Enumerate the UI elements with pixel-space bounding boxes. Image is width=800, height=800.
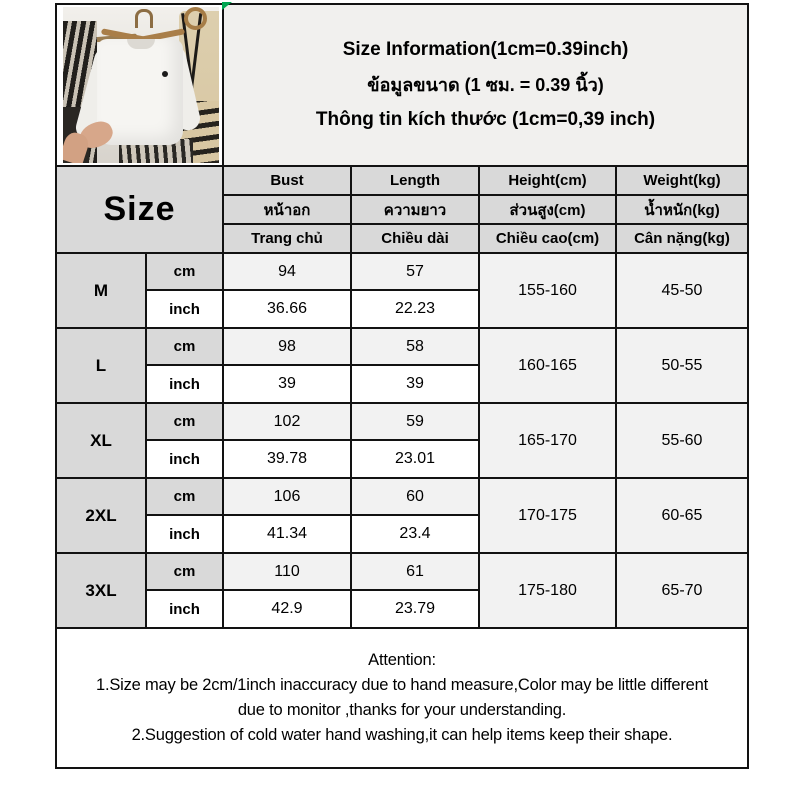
title-row [56, 4, 748, 166]
length-cm-value: 59 [351, 403, 479, 440]
col-header-length-en: Length [351, 166, 479, 195]
title-cell [223, 4, 748, 166]
product-photo [63, 7, 219, 163]
header-row-english [56, 166, 748, 195]
photo-hanger-hook [135, 9, 153, 28]
bust-cm-value: 94 [223, 253, 351, 290]
length-inch-value: 22.23 [351, 290, 479, 328]
title-thai: ข้อมูลขนาด (1 ซม. = 0.39 นิ้ว) [367, 75, 604, 95]
bust-cm-value: 106 [223, 478, 351, 515]
height-range-value: 160-165 [479, 328, 616, 403]
col-header-height-vi: Chiều cao(cm) [479, 224, 616, 253]
product-photo-cell [56, 4, 223, 166]
col-header-length-th: ความยาว [351, 195, 479, 224]
length-inch-value: 23.79 [351, 590, 479, 628]
green-corner-marker-icon [222, 2, 232, 10]
attention-row [56, 628, 748, 768]
col-header-length-vi: Chiều dài [351, 224, 479, 253]
unit-label-inch: inch [146, 440, 223, 478]
bust-inch-value: 42.9 [223, 590, 351, 628]
length-cm-value: 58 [351, 328, 479, 365]
weight-range-value: 50-55 [616, 328, 748, 403]
weight-range-value: 45-50 [616, 253, 748, 328]
unit-label-cm: cm [146, 403, 223, 440]
size-label: XL [56, 403, 146, 478]
size-info-sheet [55, 3, 747, 769]
bust-cm-value: 98 [223, 328, 351, 365]
title-english: Size Information(1cm=0.39inch) [342, 39, 629, 60]
bust-inch-value: 36.66 [223, 290, 351, 328]
table-row-xl-cm [56, 403, 748, 440]
size-label: 2XL [56, 478, 146, 553]
length-cm-value: 61 [351, 553, 479, 590]
table-row-3xl-cm [56, 553, 748, 590]
table-row-l-cm [56, 328, 748, 365]
col-header-height-th: ส่วนสูง(cm) [479, 195, 616, 224]
height-range-value: 155-160 [479, 253, 616, 328]
attention-heading: Attention: [368, 651, 436, 669]
height-range-value: 170-175 [479, 478, 616, 553]
size-label: M [56, 253, 146, 328]
size-header: Size [56, 166, 223, 253]
length-cm-value: 57 [351, 253, 479, 290]
col-header-bust-vi: Trang chủ [223, 224, 351, 253]
col-header-weight-vi: Cân nặng(kg) [616, 224, 748, 253]
bust-inch-value: 39 [223, 365, 351, 403]
height-range-value: 175-180 [479, 553, 616, 628]
col-header-weight-en: Weight(kg) [616, 166, 748, 195]
size-label: L [56, 328, 146, 403]
photo-chest-logo [162, 71, 168, 77]
size-chart-table [55, 3, 749, 769]
bust-inch-value: 39.78 [223, 440, 351, 478]
size-label: 3XL [56, 553, 146, 628]
col-header-height-en: Height(cm) [479, 166, 616, 195]
length-cm-value: 60 [351, 478, 479, 515]
weight-range-value: 55-60 [616, 403, 748, 478]
length-inch-value: 23.4 [351, 515, 479, 553]
bust-inch-value: 41.34 [223, 515, 351, 553]
attention-line: 1.Size may be 2cm/1inch inaccuracy due to hand measure,Color may be little different [95, 676, 709, 694]
unit-label-cm: cm [146, 253, 223, 290]
title-vietnamese: Thông tin kích thước (1cm=0,39 inch) [315, 109, 656, 130]
length-inch-value: 23.01 [351, 440, 479, 478]
table-row-m-cm [56, 253, 748, 290]
unit-label-cm: cm [146, 478, 223, 515]
weight-range-value: 60-65 [616, 478, 748, 553]
length-inch-value: 39 [351, 365, 479, 403]
attention-line: due to monitor ,thanks for your understanding. [237, 701, 567, 719]
attention-note [56, 628, 748, 768]
unit-label-cm: cm [146, 553, 223, 590]
unit-label-inch: inch [146, 590, 223, 628]
attention-line: 2.Suggestion of cold water hand washing,it can help items keep their shape. [131, 726, 673, 744]
height-range-value: 165-170 [479, 403, 616, 478]
unit-label-cm: cm [146, 328, 223, 365]
photo-ring-hanger [184, 7, 207, 30]
bust-cm-value: 102 [223, 403, 351, 440]
weight-range-value: 65-70 [616, 553, 748, 628]
col-header-weight-th: น้ำหนัก(kg) [616, 195, 748, 224]
col-header-bust-en: Bust [223, 166, 351, 195]
col-header-bust-th: หน้าอก [223, 195, 351, 224]
bust-cm-value: 110 [223, 553, 351, 590]
table-row-2xl-cm [56, 478, 748, 515]
unit-label-inch: inch [146, 290, 223, 328]
unit-label-inch: inch [146, 515, 223, 553]
unit-label-inch: inch [146, 365, 223, 403]
